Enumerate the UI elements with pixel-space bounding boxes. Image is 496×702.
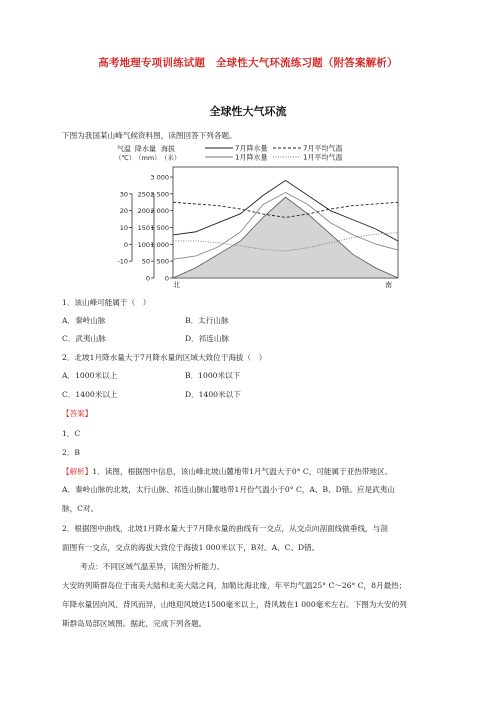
precip-tick-label: 50 xyxy=(141,257,150,266)
analysis-line-4: 2．根据图中曲线，北坡1月降水量大于7月降水量的曲线有一交点，从交点向剖面线做垂线，与剖 xyxy=(62,524,388,533)
next-question-line-3: 斯群岛局部区域图。据此，完成下列各题。 xyxy=(62,619,207,628)
elev-tick-label: 1 500 xyxy=(150,224,169,232)
elev-tick-label: 2 000 xyxy=(150,207,169,216)
precip-tick-label: 150 xyxy=(137,224,150,232)
x-label-south: 南 xyxy=(385,281,392,289)
precip-axis-title: 降水量 xyxy=(135,145,156,153)
precip-axis-unit: （mm） xyxy=(135,154,161,162)
analysis-line-3: 脉，C对。 xyxy=(62,504,99,513)
q2-option-c: C．1400米以上 xyxy=(62,390,118,399)
analysis-line-2: A．秦岭山脉的北坡，太行山脉、祁连山脉山麓地带1月份气温小于0° C，A、B、D错。应是武夷山 xyxy=(62,485,395,494)
analysis-line-6: 考点：不同区域气温差异，读图分析能力。 xyxy=(80,562,225,571)
analysis-text-1: 1．读图，根据图中信息，该山峰北坡山麓地带1月气温大于0° C，可能属于亚热带地区。 xyxy=(92,467,393,476)
analysis-line-5: 面图有一交点，交点的海拔大致位于海拔1 000米以下，B对。A、C、D错。 xyxy=(62,543,320,552)
legend-jul-temp: 7月平均气温 xyxy=(303,144,343,153)
elev-tick-label: 2 500 xyxy=(150,190,169,199)
answer-1: 1．C xyxy=(62,429,81,438)
q1-stem: 1．该山峰可能属于（ ） xyxy=(62,298,151,307)
terrain-layer xyxy=(173,197,398,278)
legend-jul-precip: 7月降水量 xyxy=(235,144,268,153)
answer-2: 2．B xyxy=(62,448,81,457)
legend-jan-temp: 1月平均气温 xyxy=(303,153,343,162)
next-question-line-1: 大安的列斯群岛位于南美大陆和北美大陆之间，加勒比海北缘，年平均气温25° C～26° C，8月最热； xyxy=(62,581,407,590)
q1-option-d: D．祁连山脉 xyxy=(185,334,230,343)
elev-tick-label: 500 xyxy=(156,257,169,266)
precip-tick-label: 250 xyxy=(137,190,150,199)
elev-tick-label: 0 xyxy=(164,274,169,283)
q2-option-b: B．1000米以下 xyxy=(185,371,241,380)
temp-tick-label: 20 xyxy=(119,207,128,216)
elev-tick-label: 3 000 xyxy=(150,173,169,182)
legend-jan-precip: 1月降水量 xyxy=(235,153,268,162)
precip-tick-label: 0 xyxy=(145,274,150,283)
temp-axis-unit: （℃） xyxy=(115,154,136,162)
intro-text: 下图为我国某山峰气候资料图，读图回答下列各题。 xyxy=(62,131,237,140)
precip-tick-label: 200 xyxy=(137,207,150,216)
answer-label: 【答案】 xyxy=(62,409,93,418)
analysis-label: 【解析】 xyxy=(62,467,93,476)
precip-tick-label: 100 xyxy=(137,240,150,249)
q2-option-d: D．1400米以下 xyxy=(185,390,241,399)
temp-tick-label: 30 xyxy=(119,190,128,199)
q1-option-b: B．太行山脉 xyxy=(185,316,229,325)
q1-option-c: C．武夷山脉 xyxy=(62,334,106,343)
temp-tick-label: 10 xyxy=(119,224,128,232)
document-header: 高考地理专项训练试题 全球性大气环流练习题（附答案解析） xyxy=(98,57,398,69)
elev-tick-label: 1 000 xyxy=(150,240,169,249)
elev-axis-unit: （米） xyxy=(161,154,181,162)
legend xyxy=(205,144,342,162)
temp-tick-label: 0 xyxy=(123,240,128,249)
q2-stem: 2．北坡1月降水量大于7月降水量的区域大致位于海拔（ ） xyxy=(62,353,267,362)
climate-chart xyxy=(115,143,405,291)
q1-option-a: A．秦岭山脉 xyxy=(62,316,106,325)
analysis-line-1 xyxy=(62,466,392,477)
next-question-line-2: 年降水量因向风、背风而异，山地迎风坡达1500毫米以上，背风坡在1 000毫米左右。下图为大安的列 xyxy=(62,600,407,609)
x-label-north: 北 xyxy=(173,281,180,289)
temp-tick-label: -10 xyxy=(117,257,128,266)
temp-axis-title: 气温 xyxy=(117,145,131,153)
section-title: 全球性大气环流 xyxy=(209,105,287,118)
terrain-profile xyxy=(173,197,398,278)
q2-option-a: A．1000米以上 xyxy=(62,371,118,380)
elev-axis-title: 海拔 xyxy=(161,145,175,153)
